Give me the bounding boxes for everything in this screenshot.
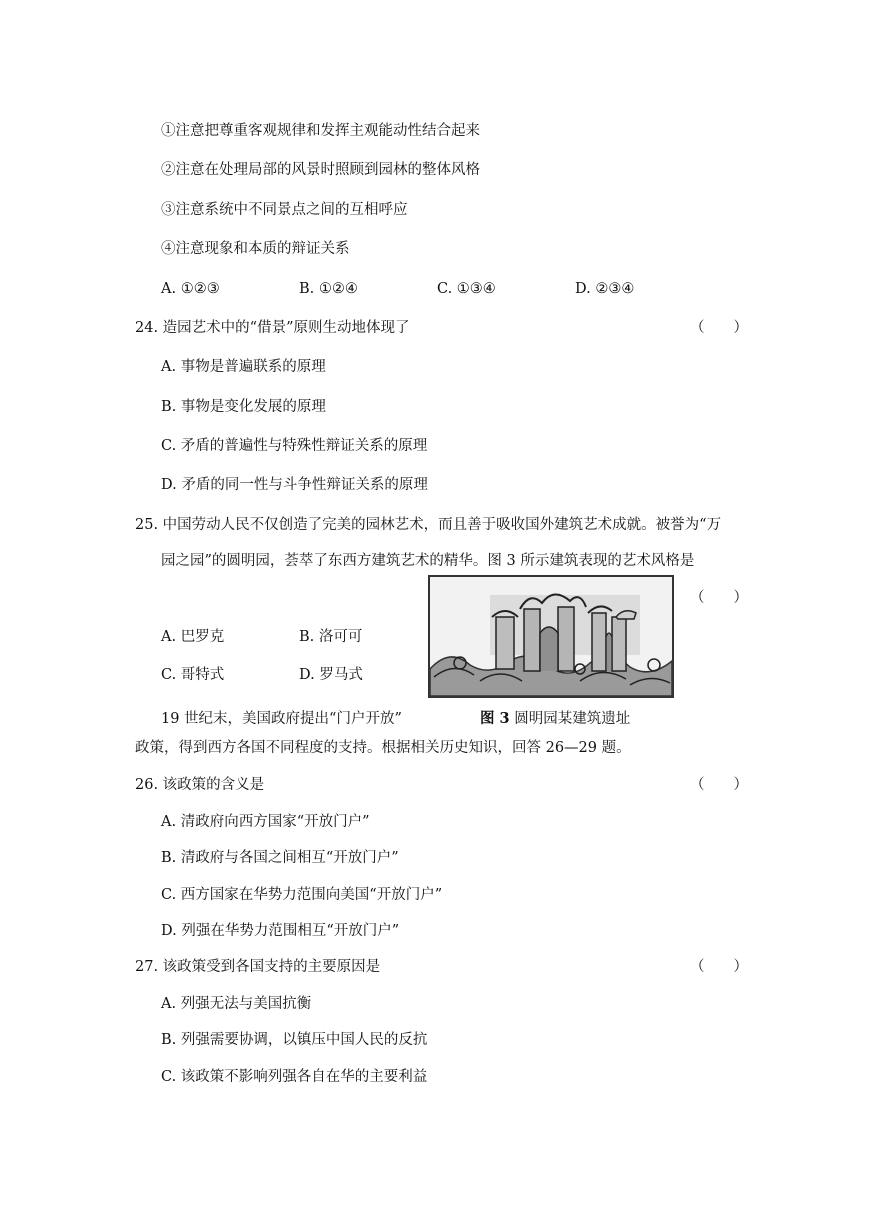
q24-option-a: A. 事物是普遍联系的原理 [161,359,326,375]
q27-option-a: A. 列强无法与美国抗衡 [161,996,312,1012]
q27-option-c: C. 该政策不影响列强各自在华的主要利益 [161,1069,428,1085]
q27-stem: 27. 该政策受到各国支持的主要原因是 [135,959,381,975]
q25-option-d: D. 罗马式 [299,667,363,683]
ruin-illustration [428,575,674,698]
q23-option-d: D. ②③④ [575,281,635,297]
q23-item-4: ④注意现象和本质的辩证关系 [161,241,350,257]
q27-option-b: B. 列强需要协调，以镇压中国人民的反抗 [161,1032,428,1048]
q24-answer-blank: （ ） [690,320,748,336]
figure-caption [480,709,630,729]
q26-answer-blank: （ ） [690,777,748,793]
q24-option-d: D. 矛盾的同一性与斗争性辩证关系的原理 [161,477,428,493]
q25-answer-blank: （ ） [690,590,748,606]
figure-caption-text: 圆明园某建筑遗址 [514,711,631,727]
q23-option-b: B. ①②④ [299,281,358,297]
q25-option-a: A. 巴罗克 [161,629,225,645]
q26-option-b: B. 清政府与各国之间相互“开放门户” [161,850,399,866]
q23-item-3: ③注意系统中不同景点之间的互相呼应 [161,202,408,218]
q24-stem: 24. 造园艺术中的“借景”原则生动地体现了 [135,320,410,336]
q25-option-b: B. 洛可可 [299,629,363,645]
q25-stem-line-1: 25. 中国劳动人民不仅创造了完美的园林艺术，而且善于吸收国外建筑艺术成就。被誉为“万 [135,517,722,533]
figure-label: 图 3 [480,710,510,727]
q24-option-b: B. 事物是变化发展的原理 [161,399,326,415]
intro-line-1: 19 世纪末，美国政府提出“门户开放” [161,711,402,727]
q27-answer-blank: （ ） [690,959,748,975]
q25-stem-line-2: 园之园”的圆明园，荟萃了东西方建筑艺术的精华。图 3 所示建筑表现的艺术风格是 [161,553,695,569]
q26-option-d: D. 列强在华势力范围相互“开放门户” [161,923,400,939]
q26-option-c: C. 西方国家在华势力范围向美国“开放门户” [161,887,443,903]
q26-option-a: A. 清政府向西方国家“开放门户” [161,814,370,830]
q23-item-2: ②注意在处理局部的风景时照顾到园林的整体风格 [161,162,480,178]
q24-option-c: C. 矛盾的普遍性与特殊性辩证关系的原理 [161,438,428,454]
q23-option-a: A. ①②③ [161,281,220,297]
intro-line-2: 政策，得到西方各国不同程度的支持。根据相关历史知识，回答 26—29 题。 [135,740,631,756]
q26-stem: 26. 该政策的含义是 [135,777,265,793]
q23-item-1: ①注意把尊重客观规律和发挥主观能动性结合起来 [161,123,480,139]
q25-option-c: C. 哥特式 [161,667,225,683]
q23-option-c: C. ①③④ [437,281,496,297]
